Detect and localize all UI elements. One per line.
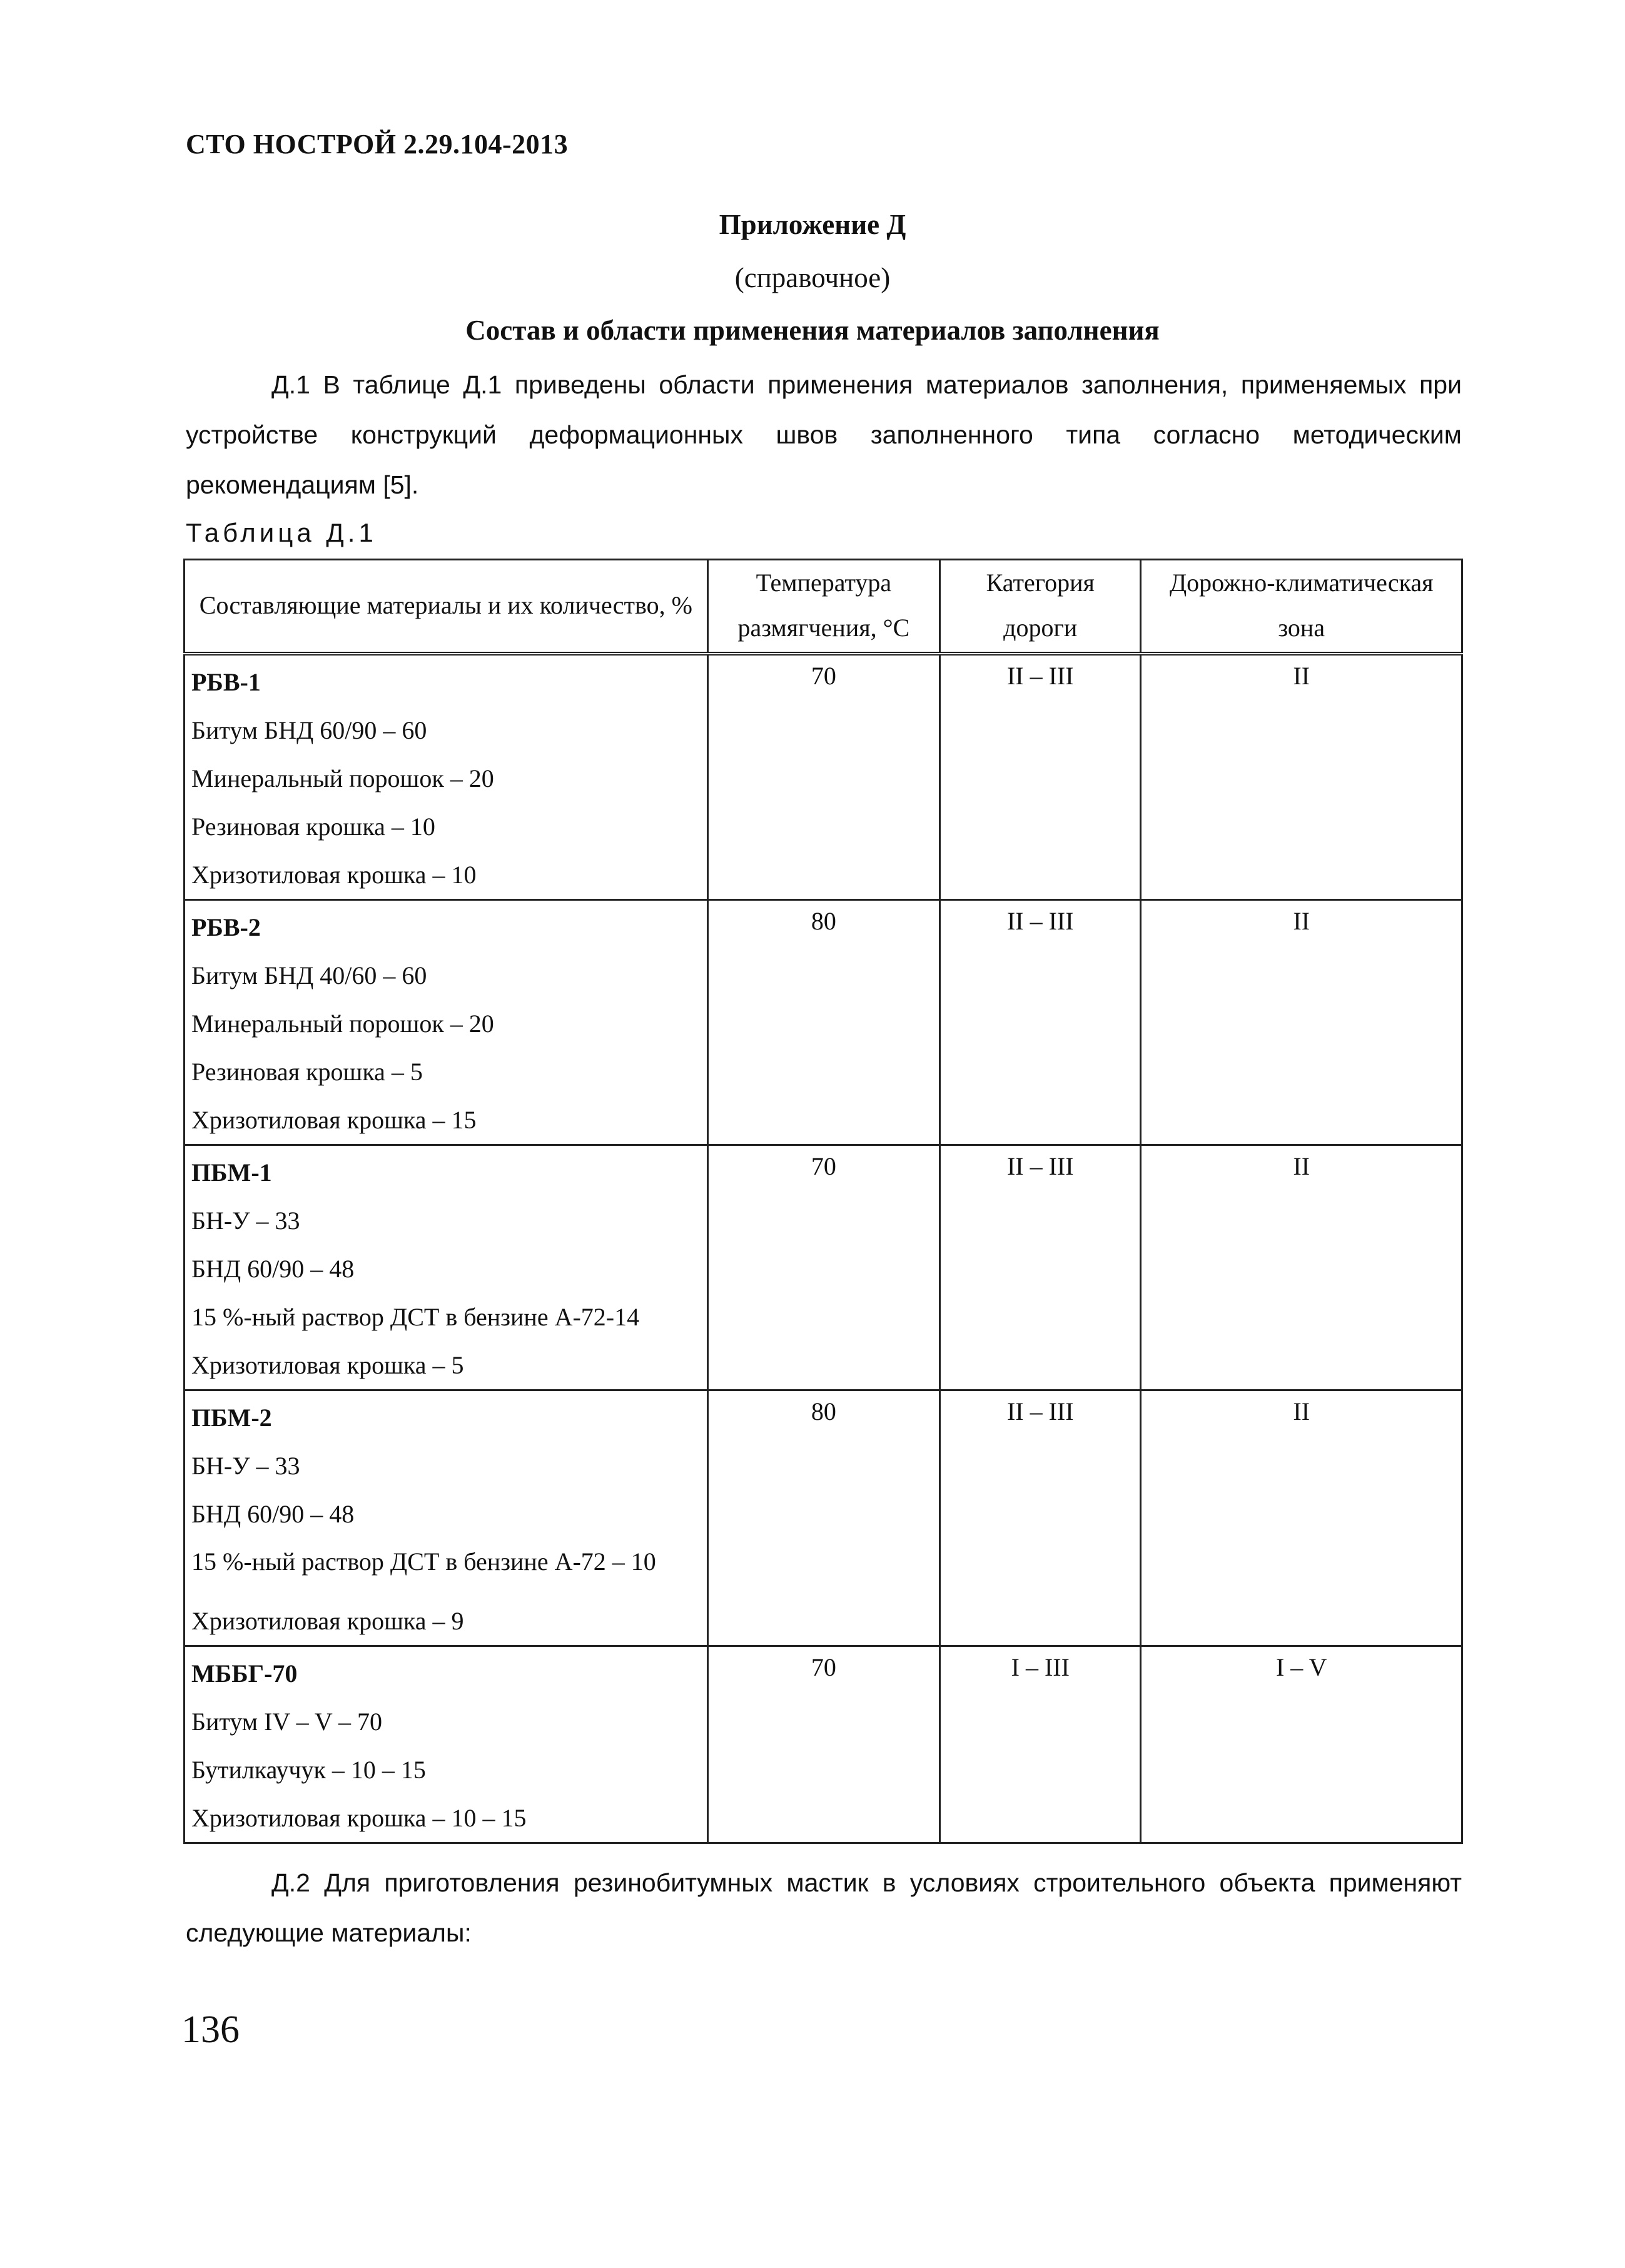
- material-name: ПБМ-2: [191, 1404, 272, 1432]
- category-cell: I – III: [940, 1646, 1141, 1843]
- component-line: Хризотиловая крошка – 9: [191, 1607, 464, 1635]
- component-line: Хризотиловая крошка – 10 – 15: [191, 1804, 527, 1832]
- component-line: 15 %-ный раствор ДСТ в бензине А-72-14: [191, 1303, 640, 1331]
- header-materials: Составляющие материалы и их количество, %: [185, 560, 708, 654]
- materials-table: [183, 559, 1463, 1844]
- zone-cell: II: [1141, 1390, 1462, 1646]
- page-number: 136: [181, 2008, 240, 2051]
- component-line: Хризотиловая крошка – 10: [191, 861, 477, 889]
- material-name: РБВ-1: [191, 668, 261, 696]
- material-name: МББГ-70: [191, 1659, 298, 1688]
- material-name: РБВ-2: [191, 913, 261, 941]
- appendix-heading: Состав и области применения материалов заполнения: [465, 315, 1160, 346]
- document-header: СТО НОСТРОЙ 2.29.104-2013: [186, 129, 569, 159]
- materials-cell: [185, 1390, 708, 1646]
- component-line: Битум БНД 60/90 – 60: [191, 716, 427, 744]
- component-line: БН-У – 33: [191, 1207, 300, 1235]
- component-line: Бутилкаучук – 10 – 15: [191, 1756, 426, 1784]
- temperature-cell: 70: [707, 654, 939, 900]
- component-line: Битум IV – V – 70: [191, 1708, 383, 1736]
- component-line: БНД 60/90 – 48: [191, 1255, 355, 1283]
- component-line: БН-У – 33: [191, 1452, 300, 1480]
- zone-cell: I – V: [1141, 1646, 1462, 1843]
- component-line: Битум БНД 40/60 – 60: [191, 961, 427, 990]
- table-row: [185, 1145, 1462, 1390]
- temperature-cell: 80: [707, 900, 939, 1145]
- category-cell: II – III: [940, 1145, 1141, 1390]
- materials-cell: [185, 654, 708, 900]
- zone-cell: II: [1141, 900, 1462, 1145]
- component-line: Хризотиловая крошка – 5: [191, 1351, 464, 1379]
- appendix-type: (справочное): [734, 262, 891, 293]
- component-line: Хризотиловая крошка – 15: [191, 1106, 477, 1134]
- zone-cell: II: [1141, 654, 1462, 900]
- table-row: [185, 654, 1462, 900]
- temperature-cell: 70: [707, 1646, 939, 1843]
- header-category: Категория дороги: [940, 560, 1141, 654]
- appendix-title: Приложение Д: [719, 209, 906, 240]
- table-row: [185, 1646, 1462, 1843]
- component-line: 15 %-ный раствор ДСТ в бензине А-72 – 10: [191, 1547, 656, 1576]
- materials-cell: [185, 1646, 708, 1843]
- paragraph-d1: Д.1 В таблице Д.1 приведены области применения материалов заполнения, применяемых при устройстве конструкций деформационных швов заполненного типа согласно методическим рекомендациям [5].: [186, 370, 1462, 499]
- paragraph-d2: Д.2 Для приготовления резинобитумных мастик в условиях строительного объекта применяют следующие материалы:: [186, 1868, 1462, 1947]
- header-temperature: Температура размягчения, °С: [707, 560, 939, 654]
- category-cell: II – III: [940, 654, 1141, 900]
- temperature-cell: 70: [707, 1145, 939, 1390]
- materials-cell: [185, 900, 708, 1145]
- material-name: ПБМ-1: [191, 1158, 272, 1187]
- category-cell: II – III: [940, 900, 1141, 1145]
- materials-cell: [185, 1145, 708, 1390]
- zone-cell: II: [1141, 1145, 1462, 1390]
- temperature-cell: 80: [707, 1390, 939, 1646]
- component-line: БНД 60/90 – 48: [191, 1500, 355, 1528]
- component-line: Минеральный порошок – 20: [191, 764, 494, 792]
- component-line: Резиновая крошка – 10: [191, 813, 435, 841]
- table-caption: Таблица Д.1: [186, 518, 377, 547]
- table-row: [185, 900, 1462, 1145]
- category-cell: II – III: [940, 1390, 1141, 1646]
- header-zone: Дорожно-климатическая зона: [1141, 560, 1462, 654]
- component-line: Минеральный порошок – 20: [191, 1010, 494, 1038]
- table-row: [185, 1390, 1462, 1646]
- component-line: Резиновая крошка – 5: [191, 1058, 423, 1086]
- table-header-row: [185, 560, 1462, 654]
